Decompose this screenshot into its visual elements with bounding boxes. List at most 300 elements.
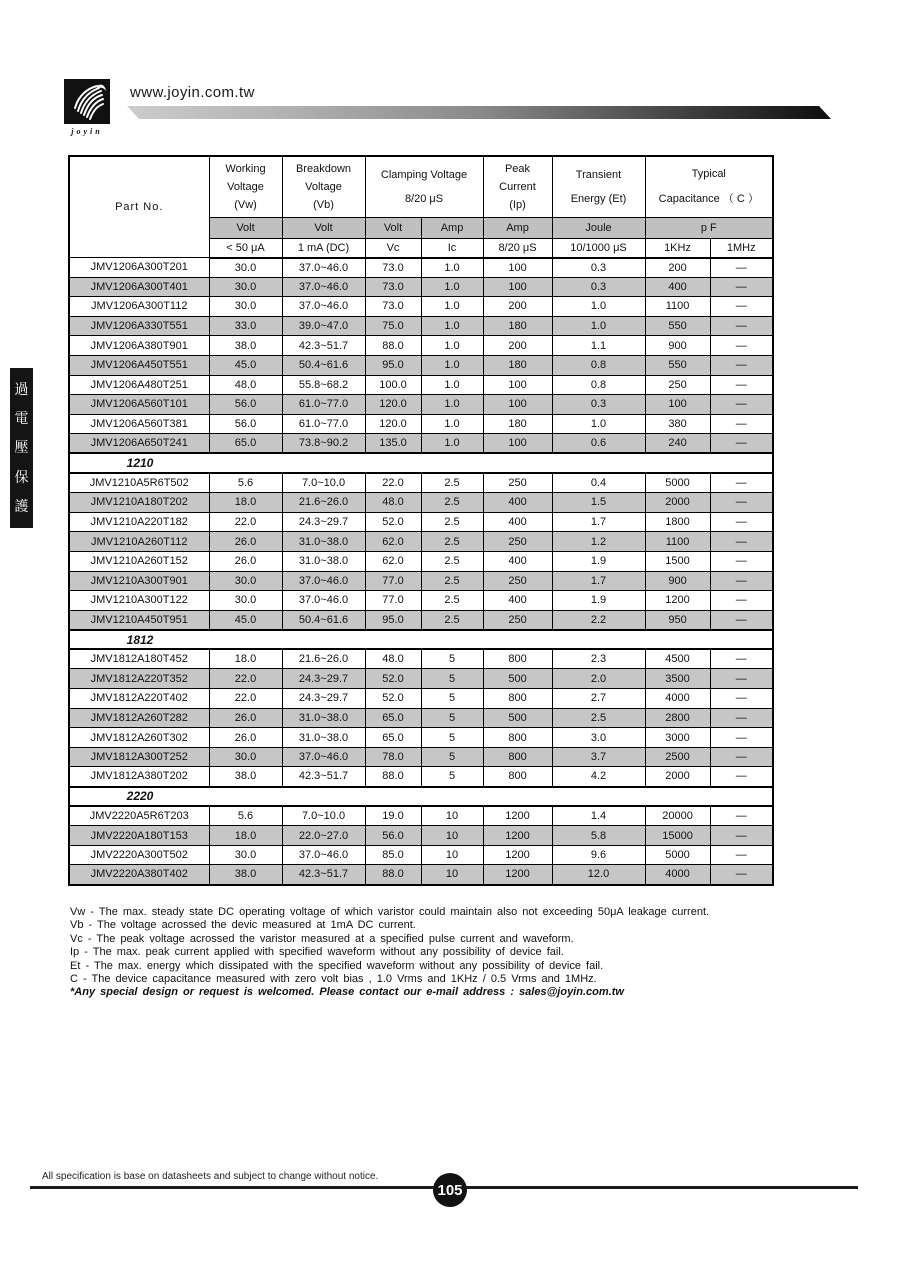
value-cell: 30.0 (209, 571, 282, 591)
value-cell: 31.0~38.0 (282, 708, 365, 728)
part-number-cell: JMV1210A450T951 (69, 610, 209, 630)
part-number-cell: JMV1812A300T252 (69, 747, 209, 767)
part-number-cell: JMV1812A220T352 (69, 669, 209, 689)
value-cell: — (710, 826, 773, 846)
part-number-cell: JMV1206A300T201 (69, 258, 209, 278)
value-cell: 500 (483, 708, 552, 728)
value-cell: 24.3~29.7 (282, 689, 365, 709)
part-number-cell: JMV1206A480T251 (69, 375, 209, 395)
value-cell: 250 (483, 532, 552, 552)
condition-cell: 1KHz (645, 239, 710, 258)
value-cell: 100 (645, 395, 710, 415)
value-cell: 800 (483, 689, 552, 709)
value-cell: 42.3~51.7 (282, 767, 365, 787)
part-number-cell: JMV1210A260T112 (69, 532, 209, 552)
value-cell: 48.0 (365, 649, 421, 669)
value-cell: 5 (421, 747, 483, 767)
value-cell: 31.0~38.0 (282, 551, 365, 571)
value-cell: 37.0~46.0 (282, 297, 365, 317)
value-cell: 1500 (645, 551, 710, 571)
part-number-cell: JMV1206A450T551 (69, 355, 209, 375)
value-cell: 380 (645, 414, 710, 434)
value-cell: 2.5 (421, 493, 483, 513)
part-number-cell: JMV1210A300T122 (69, 591, 209, 611)
value-cell: 250 (483, 571, 552, 591)
table-body (69, 258, 773, 885)
value-cell: 95.0 (365, 610, 421, 630)
value-cell: 1.4 (552, 806, 645, 826)
value-cell: 135.0 (365, 434, 421, 454)
value-cell: — (710, 336, 773, 356)
part-number-cell: JMV2220A180T153 (69, 826, 209, 846)
value-cell: 48.0 (365, 493, 421, 513)
table-row (69, 649, 773, 669)
value-cell: 52.0 (365, 689, 421, 709)
value-cell: 65.0 (365, 708, 421, 728)
value-cell: 240 (645, 434, 710, 454)
value-cell: 1200 (483, 845, 552, 865)
value-cell: 26.0 (209, 532, 282, 552)
value-cell: 400 (483, 512, 552, 532)
footnote-line: Vc - The peak voltage acrossed the varistor measured at a specified pulse current and waveform. (70, 932, 574, 945)
value-cell: 1.0 (421, 277, 483, 297)
table-row (69, 551, 773, 571)
condition-cell: 1MHz (710, 239, 773, 258)
condition-cell: 10/1000 μS (552, 239, 645, 258)
value-cell: 73.0 (365, 297, 421, 317)
value-cell: 4500 (645, 649, 710, 669)
value-cell: — (710, 689, 773, 709)
value-cell: 950 (645, 610, 710, 630)
value-cell: 0.3 (552, 258, 645, 278)
value-cell: — (710, 493, 773, 513)
value-cell: 2500 (645, 747, 710, 767)
side-tab-char: 保 (14, 468, 29, 485)
section-header-cell (69, 630, 773, 650)
value-cell: 62.0 (365, 551, 421, 571)
value-cell: 4.2 (552, 767, 645, 787)
value-cell: 22.0 (209, 689, 282, 709)
section-header-cell (69, 787, 773, 807)
value-cell: 61.0~77.0 (282, 395, 365, 415)
table-row (69, 395, 773, 415)
header-gradient-bar (127, 106, 831, 119)
value-cell: 4000 (645, 689, 710, 709)
value-cell: 1200 (483, 806, 552, 826)
value-cell: 37.0~46.0 (282, 591, 365, 611)
value-cell: 1.0 (421, 297, 483, 317)
value-cell: 2.2 (552, 610, 645, 630)
value-cell: 0.4 (552, 473, 645, 493)
value-cell: 38.0 (209, 767, 282, 787)
value-cell: — (710, 532, 773, 552)
value-cell: 37.0~46.0 (282, 571, 365, 591)
value-cell: 1.2 (552, 532, 645, 552)
value-cell: 180 (483, 355, 552, 375)
col-header-typical-capacitance: Typical Capacitance （ C ） (645, 156, 773, 218)
table-row (69, 297, 773, 317)
value-cell: 5.6 (209, 473, 282, 493)
value-cell: — (710, 375, 773, 395)
value-cell: 10 (421, 826, 483, 846)
value-cell: 1100 (645, 532, 710, 552)
footnote-line: Et - The max. energy which dissipated with the specified waveform without any possibility of device fail. (70, 959, 604, 972)
value-cell: 30.0 (209, 845, 282, 865)
value-cell: 85.0 (365, 845, 421, 865)
section-header-cell (69, 453, 773, 473)
value-cell: 5000 (645, 473, 710, 493)
table-row (69, 316, 773, 336)
unit-cell: Amp (421, 218, 483, 239)
value-cell: — (710, 728, 773, 748)
value-cell: 18.0 (209, 493, 282, 513)
value-cell: 900 (645, 571, 710, 591)
table-row (69, 512, 773, 532)
value-cell: 5 (421, 708, 483, 728)
value-cell: 5000 (645, 845, 710, 865)
value-cell: — (710, 649, 773, 669)
value-cell: 0.8 (552, 355, 645, 375)
value-cell: 100 (483, 395, 552, 415)
value-cell: 3.7 (552, 747, 645, 767)
table-row (69, 434, 773, 454)
value-cell: — (710, 591, 773, 611)
footnote-line: C - The device capacitance measured with zero volt bias , 1.0 Vrms and 1KHz / 0.5 Vrms and 1MHz. (70, 973, 597, 986)
side-tab-char: 護 (14, 497, 29, 514)
value-cell: 50.4~61.6 (282, 355, 365, 375)
value-cell: 1.0 (421, 414, 483, 434)
unit-cell: p F (645, 218, 773, 239)
value-cell: 5 (421, 649, 483, 669)
value-cell: 100 (483, 258, 552, 278)
value-cell: 2.5 (552, 708, 645, 728)
value-cell: 45.0 (209, 610, 282, 630)
table-row (69, 258, 773, 278)
table-row (69, 493, 773, 513)
value-cell: — (710, 395, 773, 415)
value-cell: 3000 (645, 728, 710, 748)
part-number-cell: JMV1206A560T101 (69, 395, 209, 415)
varistor-spec-table (68, 155, 774, 886)
footer-disclaimer: All specification is base on datasheets and subject to change without notice. (42, 1171, 379, 1182)
value-cell: 2800 (645, 708, 710, 728)
value-cell: 52.0 (365, 512, 421, 532)
col-header-peak-current: Peak Current (Ip) (483, 156, 552, 218)
value-cell: 1.0 (552, 414, 645, 434)
logo-wordmark: joyin (71, 127, 103, 136)
value-cell: 1.7 (552, 571, 645, 591)
table-row (69, 473, 773, 493)
value-cell: 200 (645, 258, 710, 278)
part-number-cell: JMV1210A260T152 (69, 551, 209, 571)
value-cell: 0.8 (552, 375, 645, 395)
table-row (69, 708, 773, 728)
value-cell: 62.0 (365, 532, 421, 552)
table-row (69, 806, 773, 826)
value-cell: 73.0 (365, 277, 421, 297)
value-cell: 77.0 (365, 591, 421, 611)
footnotes (70, 906, 780, 1000)
part-number-cell: JMV2220A5R6T203 (69, 806, 209, 826)
value-cell: 1.9 (552, 551, 645, 571)
value-cell: 800 (483, 747, 552, 767)
value-cell: 1.5 (552, 493, 645, 513)
table-row (69, 845, 773, 865)
value-cell: 1.0 (421, 375, 483, 395)
value-cell: 21.6~26.0 (282, 493, 365, 513)
value-cell: 88.0 (365, 336, 421, 356)
part-number-cell: JMV1812A220T402 (69, 689, 209, 709)
value-cell: 800 (483, 767, 552, 787)
part-number-cell: JMV1206A650T241 (69, 434, 209, 454)
section-label: 1812 (126, 632, 154, 647)
value-cell: 1.7 (552, 512, 645, 532)
col-header-breakdown-voltage: Breakdown Voltage (Vb) (282, 156, 365, 218)
value-cell: 56.0 (209, 395, 282, 415)
value-cell: 26.0 (209, 708, 282, 728)
value-cell: 500 (483, 669, 552, 689)
value-cell: 100.0 (365, 375, 421, 395)
value-cell: 1.0 (421, 258, 483, 278)
value-cell: 250 (483, 473, 552, 493)
value-cell: 1.0 (421, 395, 483, 415)
value-cell: 55.8~68.2 (282, 375, 365, 395)
value-cell: 61.0~77.0 (282, 414, 365, 434)
part-number-cell: JMV1812A260T302 (69, 728, 209, 748)
side-tab-overvoltage-protection (10, 368, 33, 528)
part-number-cell: JMV2220A300T502 (69, 845, 209, 865)
value-cell: 31.0~38.0 (282, 728, 365, 748)
unit-cell: Joule (552, 218, 645, 239)
value-cell: 73.8~90.2 (282, 434, 365, 454)
value-cell: 65.0 (365, 728, 421, 748)
value-cell: 37.0~46.0 (282, 277, 365, 297)
table-row (69, 669, 773, 689)
footnote-line: *Any special design or request is welcomed. Please contact our e-mail address : sales@joyin.com.tw (70, 986, 624, 999)
value-cell: 180 (483, 316, 552, 336)
value-cell: 26.0 (209, 728, 282, 748)
value-cell: 900 (645, 336, 710, 356)
value-cell: 37.0~46.0 (282, 747, 365, 767)
value-cell: 100 (483, 434, 552, 454)
value-cell: 52.0 (365, 669, 421, 689)
value-cell: 19.0 (365, 806, 421, 826)
value-cell: 24.3~29.7 (282, 512, 365, 532)
value-cell: — (710, 806, 773, 826)
value-cell: 2.3 (552, 649, 645, 669)
value-cell: 30.0 (209, 591, 282, 611)
part-number-cell: JMV1812A260T282 (69, 708, 209, 728)
value-cell: 42.3~51.7 (282, 865, 365, 885)
swirl-logo-icon (64, 111, 110, 128)
col-header-clamping-voltage: Clamping Voltage 8/20 μS (365, 156, 483, 218)
section-header-row (69, 787, 773, 807)
value-cell: — (710, 669, 773, 689)
unit-cell: Volt (209, 218, 282, 239)
value-cell: 31.0~38.0 (282, 532, 365, 552)
value-cell: 5.8 (552, 826, 645, 846)
value-cell: 1200 (645, 591, 710, 611)
value-cell: 15000 (645, 826, 710, 846)
value-cell: 200 (483, 297, 552, 317)
value-cell: 400 (645, 277, 710, 297)
condition-cell: 1 mA (DC) (282, 239, 365, 258)
value-cell: 200 (483, 336, 552, 356)
value-cell: 5 (421, 689, 483, 709)
value-cell: 0.6 (552, 434, 645, 454)
side-tab-char: 電 (14, 410, 29, 427)
value-cell: 120.0 (365, 414, 421, 434)
value-cell: 5 (421, 669, 483, 689)
value-cell: — (710, 865, 773, 885)
unit-cell: Amp (483, 218, 552, 239)
value-cell: 2.0 (552, 669, 645, 689)
value-cell: 7.0~10.0 (282, 806, 365, 826)
value-cell: 1800 (645, 512, 710, 532)
value-cell: 22.0 (365, 473, 421, 493)
value-cell: 2.5 (421, 571, 483, 591)
value-cell: 3500 (645, 669, 710, 689)
value-cell: 2.5 (421, 473, 483, 493)
value-cell: 250 (483, 610, 552, 630)
value-cell: 18.0 (209, 649, 282, 669)
value-cell: 2000 (645, 493, 710, 513)
value-cell: 400 (483, 493, 552, 513)
part-number-cell: JMV1812A180T452 (69, 649, 209, 669)
value-cell: — (710, 434, 773, 454)
value-cell: 48.0 (209, 375, 282, 395)
table-row (69, 355, 773, 375)
value-cell: 22.0 (209, 669, 282, 689)
table-row (69, 610, 773, 630)
page-number: 105 (437, 1181, 463, 1199)
value-cell: — (710, 512, 773, 532)
part-number-cell: JMV1206A380T901 (69, 336, 209, 356)
condition-cell: Vc (365, 239, 421, 258)
value-cell: — (710, 845, 773, 865)
footnote-line: Ip - The max. peak current applied with specified waveform without any possibility of device fail. (70, 946, 564, 959)
value-cell: 1.0 (421, 336, 483, 356)
value-cell: 5 (421, 728, 483, 748)
value-cell: 30.0 (209, 747, 282, 767)
value-cell: 75.0 (365, 316, 421, 336)
value-cell: 1.0 (552, 297, 645, 317)
value-cell: 2.7 (552, 689, 645, 709)
value-cell: 73.0 (365, 258, 421, 278)
side-tab-char: 過 (14, 381, 29, 398)
value-cell: — (710, 414, 773, 434)
value-cell: — (710, 258, 773, 278)
value-cell: 78.0 (365, 747, 421, 767)
value-cell: 1200 (483, 865, 552, 885)
value-cell: 37.0~46.0 (282, 845, 365, 865)
value-cell: 65.0 (209, 434, 282, 454)
value-cell: 180 (483, 414, 552, 434)
value-cell: 39.0~47.0 (282, 316, 365, 336)
value-cell: 1.0 (552, 316, 645, 336)
table-row (69, 767, 773, 787)
value-cell: 800 (483, 728, 552, 748)
value-cell: 18.0 (209, 826, 282, 846)
side-tab-char: 壓 (14, 439, 29, 456)
value-cell: 4000 (645, 865, 710, 885)
value-cell: 1100 (645, 297, 710, 317)
value-cell: 1200 (483, 826, 552, 846)
value-cell: 77.0 (365, 571, 421, 591)
value-cell: 95.0 (365, 355, 421, 375)
value-cell: 7.0~10.0 (282, 473, 365, 493)
section-header-row (69, 630, 773, 650)
part-number-cell: JMV1206A560T381 (69, 414, 209, 434)
joyin-logo (64, 79, 110, 124)
table-row (69, 826, 773, 846)
value-cell: 33.0 (209, 316, 282, 336)
table-row (69, 865, 773, 885)
value-cell: 88.0 (365, 767, 421, 787)
part-number-cell: JMV1206A330T551 (69, 316, 209, 336)
value-cell: 22.0 (209, 512, 282, 532)
value-cell: 56.0 (209, 414, 282, 434)
value-cell: 800 (483, 649, 552, 669)
part-number-cell: JMV1210A180T202 (69, 493, 209, 513)
part-number-cell: JMV1206A300T401 (69, 277, 209, 297)
value-cell: 37.0~46.0 (282, 258, 365, 278)
condition-cell: 8/20 μS (483, 239, 552, 258)
value-cell: 2.5 (421, 551, 483, 571)
value-cell: 50.4~61.6 (282, 610, 365, 630)
table-row (69, 414, 773, 434)
table-row (69, 728, 773, 748)
value-cell: 100 (483, 375, 552, 395)
value-cell: — (710, 571, 773, 591)
value-cell: 56.0 (365, 826, 421, 846)
value-cell: 42.3~51.7 (282, 336, 365, 356)
part-number-cell: JMV1210A220T182 (69, 512, 209, 532)
part-number-cell: JMV1210A300T901 (69, 571, 209, 591)
value-cell: 550 (645, 316, 710, 336)
value-cell: 0.3 (552, 277, 645, 297)
header-row-main (69, 156, 773, 218)
value-cell: 10 (421, 845, 483, 865)
value-cell: 12.0 (552, 865, 645, 885)
section-label: 2220 (126, 789, 154, 804)
table-row (69, 375, 773, 395)
value-cell: 10 (421, 806, 483, 826)
col-header-transient-energy: Transient Energy (Et) (552, 156, 645, 218)
value-cell: 1.0 (421, 316, 483, 336)
page-number-badge (433, 1173, 467, 1207)
part-number-cell: JMV1812A380T202 (69, 767, 209, 787)
value-cell: — (710, 708, 773, 728)
value-cell: 3.0 (552, 728, 645, 748)
part-number-cell: JMV1206A300T112 (69, 297, 209, 317)
value-cell: 10 (421, 865, 483, 885)
value-cell: 38.0 (209, 336, 282, 356)
value-cell: — (710, 767, 773, 787)
value-cell: — (710, 473, 773, 493)
value-cell: 2000 (645, 767, 710, 787)
value-cell: 26.0 (209, 551, 282, 571)
part-number-cell: JMV1210A5R6T502 (69, 473, 209, 493)
value-cell: — (710, 551, 773, 571)
value-cell: 550 (645, 355, 710, 375)
table-row (69, 336, 773, 356)
value-cell: — (710, 277, 773, 297)
value-cell: 1.9 (552, 591, 645, 611)
table-row (69, 689, 773, 709)
value-cell: 21.6~26.0 (282, 649, 365, 669)
section-header-row (69, 453, 773, 473)
